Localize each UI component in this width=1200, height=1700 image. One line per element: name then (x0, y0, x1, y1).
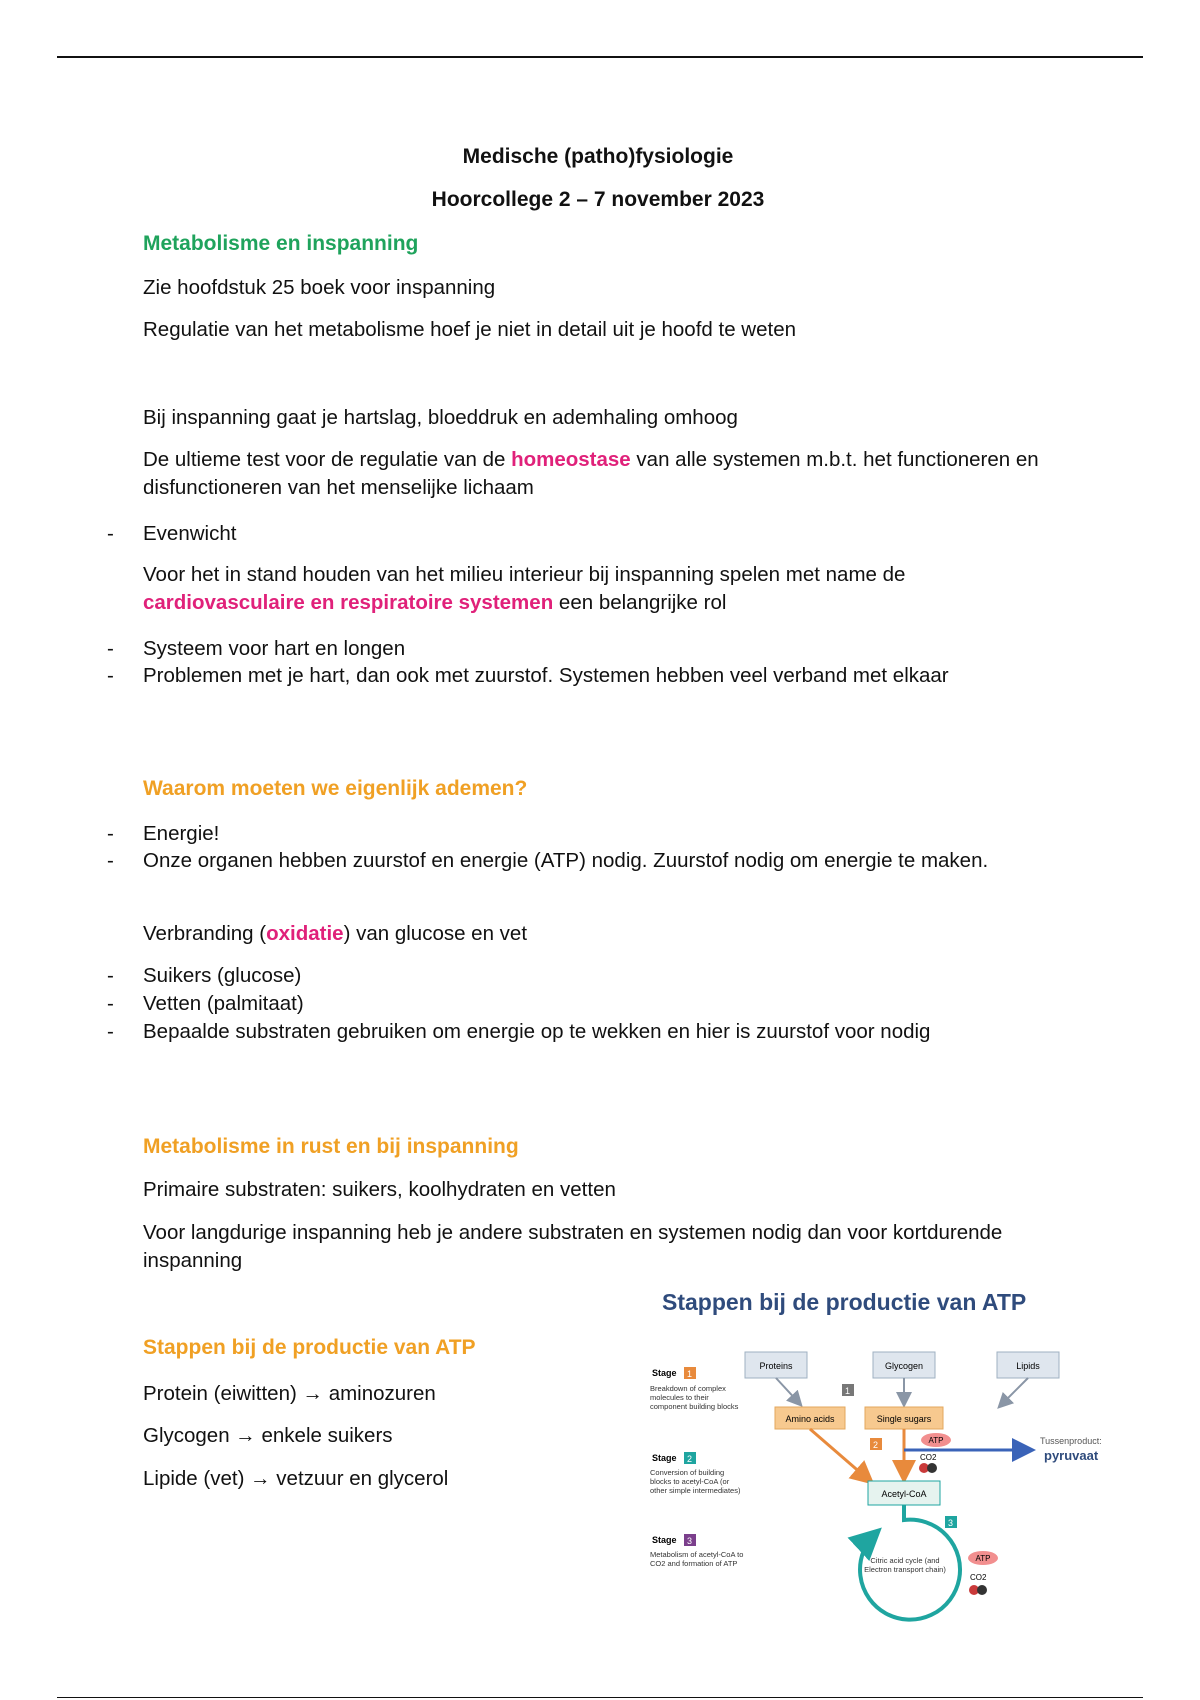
stage-2-desc: Conversion of building blocks to acetyl-CoA (or other simple intermediates) (650, 1468, 741, 1495)
list-item (70, 520, 1003, 548)
text: ) van glucose en vet (343, 922, 528, 945)
paragraph-homeostase (143, 446, 1063, 502)
stage-1-marker-num: 1 (845, 1386, 851, 1396)
list-item-text: Onze organen hebben zuurstof en energie (ATP) nodig. Zuurstof nodig om energie te maken. (143, 849, 989, 872)
figure-title: Stappen bij de productie van ATP (662, 1289, 1027, 1315)
stage-word: Stage (652, 1368, 677, 1378)
list-item-text: Evenwicht (143, 522, 237, 545)
stage-2-num: 2 (687, 1454, 693, 1464)
list-item (70, 962, 1003, 990)
list-item-text: Problemen met je hart, dan ook met zuurstof. Systemen hebben veel verband met elkaar (143, 664, 949, 687)
stage-1-num: 1 (687, 1369, 693, 1379)
atp-production-figure (640, 1288, 1150, 1668)
proteins-label: Proteins (759, 1361, 793, 1371)
lipids-label: Lipids (1016, 1361, 1040, 1371)
top-rule (57, 56, 1143, 58)
bullet-dash: - (107, 1020, 114, 1043)
stage-1-label (650, 1367, 740, 1434)
co2-label: CO2 (920, 1453, 937, 1462)
stage-2-marker-num: 2 (873, 1440, 879, 1450)
text: Verbranding ( (143, 922, 267, 945)
stage-2-label (650, 1452, 745, 1518)
paragraph-systemen (143, 561, 1063, 617)
paragraph: Protein (eiwitten) → aminozuren (143, 1382, 436, 1405)
single-sugars-label: Single sugars (876, 1414, 932, 1424)
list-item (70, 990, 1003, 1018)
list-item (70, 662, 1003, 690)
highlight-systemen: cardiovasculaire en respiratoire systemen (143, 591, 554, 614)
bullet-dash: - (107, 822, 114, 845)
heading-metabolisme-rust: Metabolisme in rust en bij inspanning (143, 1135, 519, 1158)
pyruvaat-label: pyruvaat (1044, 1448, 1099, 1463)
text: De ultieme test voor de regulatie van de (143, 448, 512, 471)
arrow-proteins (776, 1378, 800, 1404)
bullet-dash: - (107, 849, 114, 872)
list-item (70, 1018, 1003, 1046)
atp-label-2: ATP (975, 1554, 991, 1563)
bottom-rule (57, 1697, 1143, 1698)
list-item (70, 820, 1003, 848)
stage-word: Stage (652, 1453, 677, 1463)
highlight-homeostase: homeostase (511, 448, 631, 471)
text: van alle systemen m.b.t. het functioneren en disfunctioneren van het menselijke lichaam (143, 448, 1039, 499)
atp-label: ATP (928, 1436, 944, 1445)
co2-molecule-icon (977, 1585, 987, 1595)
amino-acids-label: Amino acids (785, 1414, 835, 1424)
acetyl-coa-label: Acetyl-CoA (881, 1489, 927, 1499)
list-item (70, 847, 1003, 875)
stage-1-desc: Breakdown of complex molecules to their component building blocks (650, 1384, 739, 1411)
list-item-text: Suikers (glucose) (143, 964, 302, 987)
paragraph: Bij inspanning gaat je hartslag, bloeddruk en ademhaling omhoog (143, 406, 738, 429)
list-item-text: Energie! (143, 822, 220, 845)
paragraph: Regulatie van het metabolisme hoef je niet in detail uit je hoofd te weten (143, 318, 796, 341)
document-title: Medische (patho)fysiologie (462, 145, 734, 168)
paragraph: Glycogen → enkele suikers (143, 1424, 393, 1447)
co2-molecule-icon (927, 1463, 937, 1473)
stage-3-label (650, 1534, 745, 1590)
arrow-lipids (1000, 1378, 1028, 1406)
stage-3-num: 3 (687, 1536, 693, 1546)
bullet-dash: - (107, 964, 114, 987)
paragraph: Zie hoofdstuk 25 boek voor inspanning (143, 276, 496, 299)
stage-3-desc: Metabolism of acetyl-CoA to CO2 and formation of ATP (650, 1550, 744, 1568)
list-item (70, 635, 1003, 663)
bullet-dash: - (107, 992, 114, 1015)
stage-word: Stage (652, 1535, 677, 1545)
text: een belangrijke rol (553, 591, 727, 614)
list-item-text: Bepaalde substraten gebruiken om energie op te wekken en hier is zuurstof voor nodig (143, 1020, 931, 1043)
heading-stappen-atp: Stappen bij de productie van ATP (143, 1336, 476, 1359)
highlight-oxidatie: oxidatie (266, 922, 344, 945)
paragraph: Lipide (vet) → vetzuur en glycerol (143, 1467, 449, 1490)
bullet-dash: - (107, 522, 114, 545)
paragraph: Primaire substraten: suikers, koolhydraten en vetten (143, 1178, 616, 1201)
text: Voor het in stand houden van het milieu interieur bij inspanning spelen met name de (143, 563, 906, 586)
paragraph: Voor langdurige inspanning heb je andere substraten en systemen nodig dan voor kortdurende inspanning (143, 1221, 1003, 1272)
cycle-label: Citric acid cycle (and Electron transport chain) (864, 1556, 946, 1574)
glycogen-label: Glycogen (884, 1361, 924, 1371)
tussenproduct-label: Tussenproduct: (1040, 1436, 1102, 1446)
bullet-dash: - (107, 637, 114, 660)
arrow-amino-to-acetyl (810, 1429, 870, 1481)
heading-metabolisme-inspanning: Metabolisme en inspanning (143, 232, 419, 255)
bullet-dash: - (107, 664, 114, 687)
document-subtitle: Hoorcollege 2 – 7 november 2023 (431, 188, 765, 211)
paragraph-oxidatie (143, 920, 1063, 948)
co2-label-2: CO2 (970, 1573, 987, 1582)
list-item-text: Systeem voor hart en longen (143, 637, 406, 660)
stage-3-marker-num: 3 (948, 1518, 954, 1528)
heading-waarom-ademen: Waarom moeten we eigenlijk ademen? (143, 777, 528, 800)
list-item-text: Vetten (palmitaat) (143, 992, 304, 1015)
